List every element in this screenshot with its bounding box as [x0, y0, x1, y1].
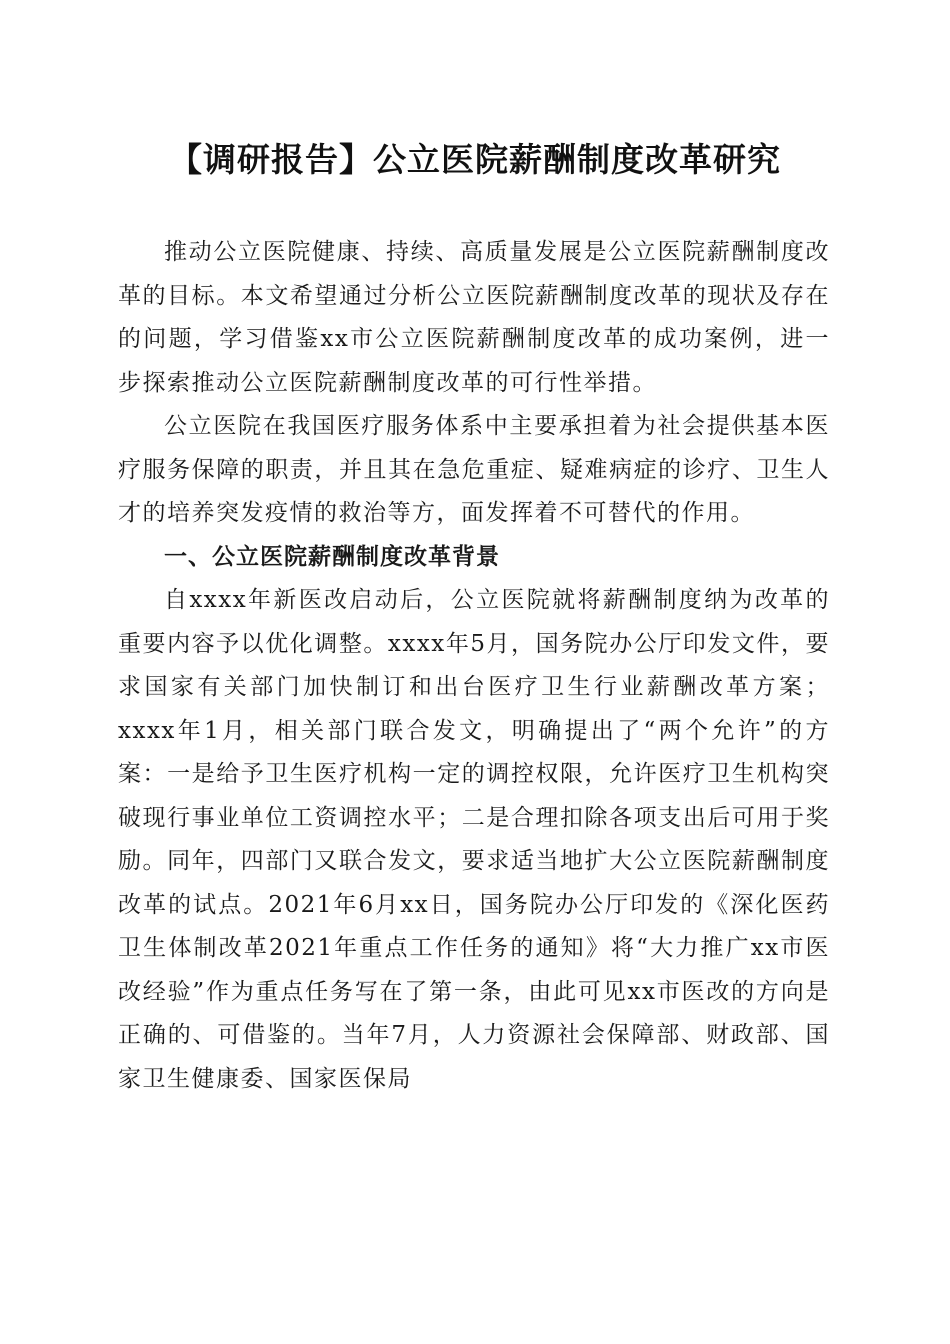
section-paragraph: 自xxxx年新医改启动后，公立医院就将薪酬制度纳为改革的重要内容予以优化调整。xxxx年5月，国务院办公厅印发文件，要求国家有关部门加快制订和出台医疗卫生行业薪酬改革方案；xxxx年1月，相关部门联合发文，明确提出了“两个允许”的方案：一是给予卫生医疗机构一定的调控权限，允许医疗卫生机构突破现行事业单位工资调控水平；二是合理扣除各项支出后可用于奖励。同年，四部门又联合发文，要求适当地扩大公立医院薪酬制度改革的试点。2021年6月xx日，国务院办公厅印发的《深化医药卫生体制改革2021年重点工作任务的通知》将“大力推广xx市医改经验”作为重点任务写在了第一条，由此可见xx市医改的方向是正确的、可借鉴的。当年7月，人力资源社会保障部、财政部、国家卫生健康委、国家医保局 [118, 587, 830, 1092]
document-title: 【调研报告】公立医院薪酬制度改革研究 [169, 140, 781, 179]
document-body [118, 231, 830, 1101]
section-heading: 一、公立医院薪酬制度改革背景 [164, 543, 500, 570]
background-paragraph: 公立医院在我国医疗服务体系中主要承担着为社会提供基本医疗服务保障的职责，并且其在急危重症、疑难病症的诊疗、卫生人才的培养突发疫情的救治等方，面发挥着不可替代的作用。 [118, 413, 830, 526]
intro-paragraph: 推动公立医院健康、持续、高质量发展是公立医院薪酬制度改革的目标。本文希望通过分析公立医院薪酬制度改革的现状及存在的问题，学习借鉴xx市公立医院薪酬制度改革的成功案例，进一步探索推动公立医院薪酬制度改革的可行性举措。 [118, 239, 830, 396]
